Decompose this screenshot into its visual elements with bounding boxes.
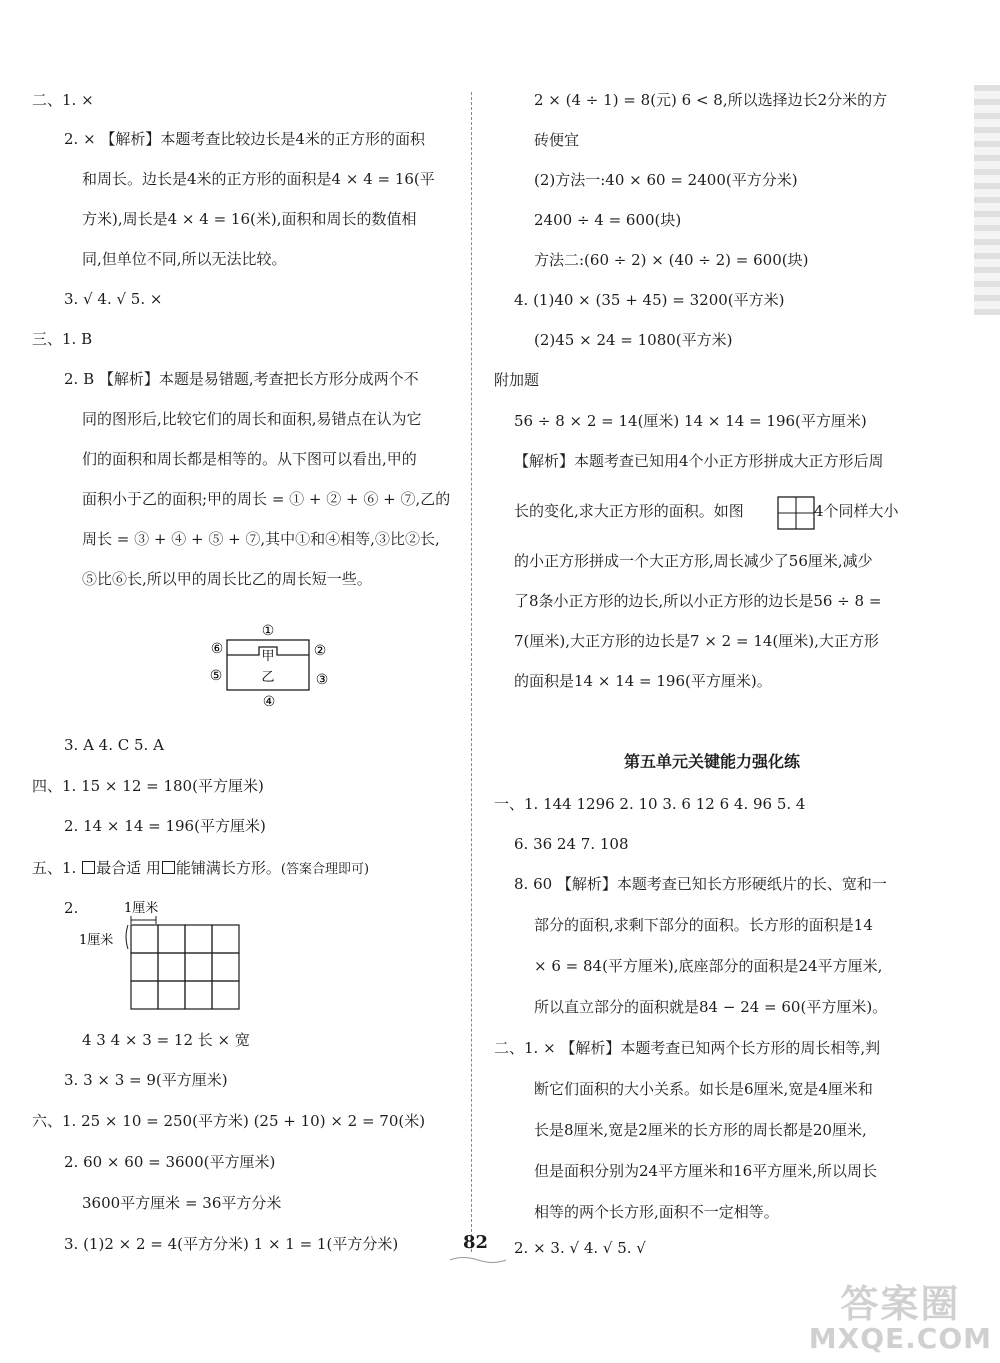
left-line-l14: 3. A 4. C 5. A [64, 736, 164, 754]
left-line-l15: 四、1. 15 × 12 = 180(平方厘米) [32, 777, 264, 795]
right-line-r10: 【解析】本题考查已知用4个小正方形拼成大正方形后周 [514, 452, 884, 470]
small-square-icon [82, 861, 95, 874]
grid-cell [131, 953, 158, 981]
right-line-r20: 部分的面积,求剩下部分的面积。长方形的面积是14 [534, 916, 873, 934]
right-line-r6: 4. (1)40 × (35 + 45) = 3200(平方米) [514, 291, 785, 309]
right-line-r9: 56 ÷ 8 × 2 = 14(厘米) 14 × 14 = 196(平方厘米) [514, 412, 867, 430]
right-line-r7: (2)45 × 24 = 1080(平方米) [534, 331, 733, 349]
right-line-r26: 但是面积分别为24平方厘米和16平方厘米,所以周长 [534, 1162, 877, 1180]
page-edge-shadow [974, 85, 1000, 315]
grid-cells [131, 925, 239, 1009]
left-line-l2: 2. × 【解析】本题考查比较边长是4米的正方形的面积 [64, 130, 425, 148]
left-line-l20: 3. 3 × 3 = 9(平方厘米) [64, 1071, 228, 1089]
right-line-r17: 一、1. 144 1296 2. 10 3. 6 12 6 4. 96 5. 4 [494, 795, 806, 813]
right-line-r5: 方法二:(60 ÷ 2) × (40 ÷ 2) = 600(块) [534, 251, 809, 269]
right-line-r15: 的面积是14 × 14 = 196(平方厘米)。 [514, 672, 772, 690]
right-line-r14: 7(厘米),大正方形的边长是7 × 2 = 14(厘米),大正方形 [514, 632, 879, 650]
left-line-l22: 2. 60 × 60 = 3600(平方厘米) [64, 1153, 276, 1171]
right-line-r3: (2)方法一:40 × 60 = 2400(平方分米) [534, 171, 798, 189]
grid-cell [185, 953, 212, 981]
split-rectangle-figure [205, 622, 335, 708]
wu-note: (答案合理即可) [280, 862, 370, 877]
grid-cell [212, 981, 239, 1009]
watermark-logo [809, 1273, 992, 1355]
right-line-r1: 2 × (4 ÷ 1) = 8(元) 6 < 8,所以选择边长2分米的方 [534, 91, 888, 109]
watermark-cn: 答案圈 [840, 1282, 961, 1326]
grid-cell [212, 953, 239, 981]
grid-side-label: 1厘米 [79, 933, 114, 948]
jia-label: 甲 [261, 649, 275, 664]
left-line-l11: 面积小于乙的面积;甲的周长 = ① + ② + ⑥ + ⑦,乙的 [82, 490, 451, 508]
section-title: 第五单元关键能力强化练 [624, 752, 801, 771]
left-line-l1: 二、1. × [32, 91, 94, 109]
right-line-r22: 所以直立部分的面积就是84 − 24 = 60(平方厘米)。 [534, 998, 888, 1016]
grid-cell [185, 981, 212, 1009]
wu-part2: 能铺满长方形。 [175, 859, 281, 877]
grid-cell [158, 981, 185, 1009]
left-line-l21: 六、1. 25 × 10 = 250(平方米) (25 + 10) × 2 = 70(米) [32, 1112, 426, 1130]
right-line-r8: 附加题 [494, 371, 540, 389]
unit-grid-figure [76, 898, 246, 1013]
right-line-r4: 2400 ÷ 4 = 600(块) [534, 211, 682, 229]
circled-4-label: ④ [262, 694, 276, 708]
circled-3-label: ③ [315, 672, 329, 688]
left-line-l10: 们的面积和周长都是相等的。从下图可以看出,甲的 [82, 450, 417, 468]
left-line-l4: 方米),周长是4 × 4 = 16(米),面积和周长的数值相 [82, 210, 417, 228]
right-line-r27: 相等的两个长方形,面积不一定相等。 [534, 1203, 779, 1221]
line-wu-1 [32, 858, 369, 880]
circled-6-label: ⑥ [210, 641, 224, 657]
left-line-l6: 3. √ 4. √ 5. × [64, 290, 163, 308]
right-line-r11a: 长的变化,求大正方形的面积。如图 [514, 502, 744, 520]
left-line-l13: ⑤比⑥长,所以甲的周长比乙的周长短一些。 [82, 570, 372, 588]
right-line-r11b: 4个同样大小 [814, 502, 899, 520]
right-line-r18: 6. 36 24 7. 108 [514, 835, 629, 853]
right-line-r2: 砖便宜 [534, 131, 580, 149]
left-line-l12: 周长 = ③ + ④ + ⑤ + ⑦,其中①和④相等,③比②长, [82, 530, 440, 548]
grid-cell [212, 925, 239, 953]
left-line-l3: 和周长。边长是4米的正方形的面积是4 × 4 = 16(平 [82, 170, 435, 188]
left-line-l16: 2. 14 × 14 = 196(平方厘米) [64, 817, 266, 835]
right-line-r13: 了8条小正方形的边长,所以小正方形的边长是56 ÷ 8 = [514, 592, 882, 610]
circled-2-label: ② [313, 643, 327, 659]
four-square-figure [777, 496, 815, 530]
grid-cell [158, 925, 185, 953]
left-line-l5: 同,但单位不同,所以无法比较。 [82, 250, 287, 268]
watermark-en: MXQE.COM [808, 1322, 992, 1355]
right-line-r21: × 6 = 84(平方厘米),底座部分的面积是24平方厘米, [534, 957, 883, 975]
right-line-r28: 2. × 3. √ 4. √ 5. √ [514, 1239, 646, 1257]
circled-5-label: ⑤ [209, 668, 223, 684]
right-line-r19: 8. 60 【解析】本题考查已知长方形硬纸片的长、宽和一 [514, 875, 887, 893]
wu-prefix: 五、1. [32, 859, 82, 877]
grid-cell [131, 981, 158, 1009]
left-line-l7: 三、1. B [32, 330, 93, 348]
grid-top-label: 1厘米 [124, 901, 159, 916]
grid-cell [131, 925, 158, 953]
right-line-r23: 二、1. × 【解析】本题考查已知两个长方形的周长相等,判 [494, 1039, 881, 1057]
circled-1-label: ① [261, 623, 275, 639]
left-line-l8: 2. B 【解析】本题是易错题,考查把长方形分成两个不 [64, 370, 419, 388]
page-number-ornament [448, 1255, 508, 1265]
grid-cell [185, 925, 212, 953]
grid-cell [158, 953, 185, 981]
left-line-l18: 2. [64, 899, 79, 917]
column-divider [471, 92, 472, 1252]
page-number: 82 [463, 1232, 489, 1253]
right-line-r24: 断它们面积的大小关系。如长是6厘米,宽是4厘米和 [534, 1080, 873, 1098]
wu-part1: 最合适 用 [96, 859, 161, 877]
yi-label: 乙 [261, 670, 275, 685]
right-line-r25: 长是8厘米,宽是2厘米的长方形的周长都是20厘米, [534, 1121, 867, 1139]
small-square-icon [162, 861, 175, 874]
left-line-l23: 3600平方厘米 = 36平方分米 [82, 1194, 282, 1212]
left-line-l24: 3. (1)2 × 2 = 4(平方分米) 1 × 1 = 1(平方分米) [64, 1235, 399, 1253]
left-line-l9: 同的图形后,比较它们的周长和面积,易错点在认为它 [82, 410, 422, 428]
right-line-r12: 的小正方形拼成一个大正方形,周长减少了56厘米,减少 [514, 552, 873, 570]
left-line-l19: 4 3 4 × 3 = 12 长 × 宽 [82, 1031, 250, 1049]
